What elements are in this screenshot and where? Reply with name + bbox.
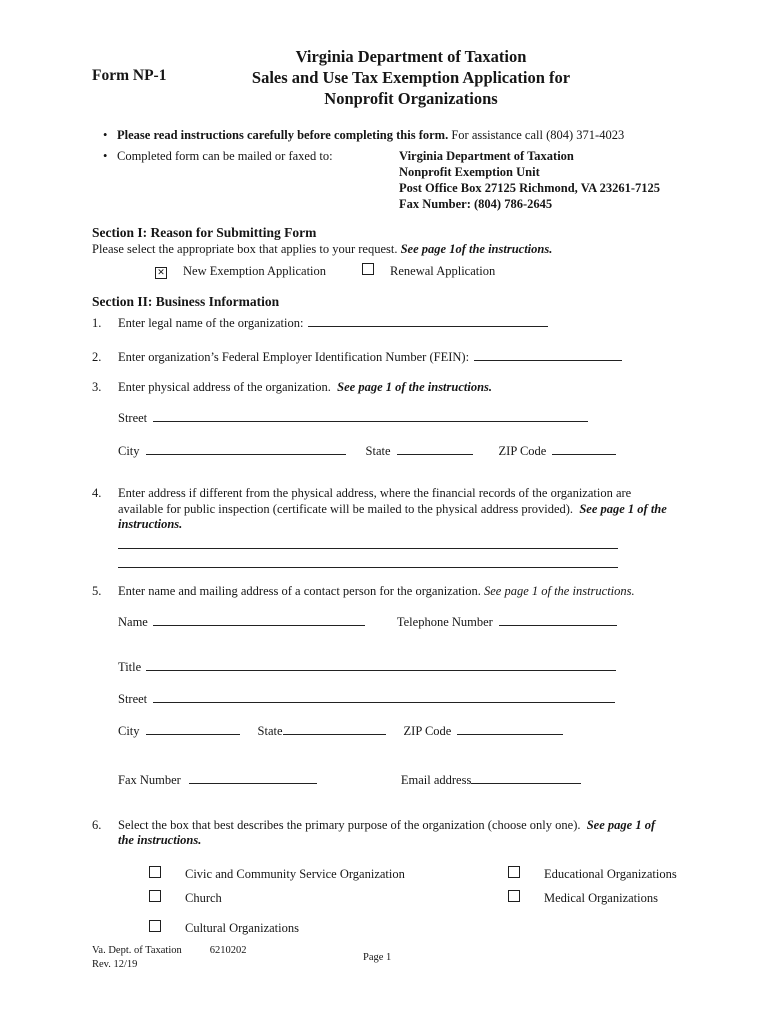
item-5-label-wrap (118, 583, 635, 599)
item-1-label: Enter legal name of the organization: (118, 316, 304, 330)
contact-name-row (92, 612, 678, 630)
email-field[interactable] (471, 770, 581, 784)
purpose-options (92, 866, 678, 936)
physical-street-row (92, 408, 678, 426)
address-line-1: Virginia Department of Taxation (399, 149, 574, 163)
fein-field[interactable] (474, 347, 622, 361)
street-label: Street (118, 411, 148, 425)
item-2-label: Enter organization’s Federal Employer Identification Number (FEIN): (118, 350, 470, 364)
footer-agency: Va. Dept. of Taxation (92, 945, 182, 956)
address-line-3: Post Office Box 27125 Richmond, VA 23261-7125 (399, 181, 660, 195)
records-address-line-1[interactable] (118, 548, 618, 549)
physical-state-field[interactable] (397, 441, 473, 455)
footer-page-number: Page 1 (363, 952, 392, 963)
telephone-label: Telephone Number (396, 614, 493, 629)
fax-label: Fax Number (118, 772, 181, 787)
name-label: Name (118, 614, 148, 629)
address-line-4: Fax Number: (804) 786-2645 (399, 197, 553, 211)
item-6-number: 6. (92, 817, 102, 832)
email-label: Email address (400, 772, 472, 787)
physical-zip-field[interactable] (552, 441, 616, 455)
church-label: Church (185, 890, 222, 905)
item-5-number: 5. (92, 583, 102, 598)
item-3-label: Enter physical address of the organization. (118, 380, 331, 394)
item-4-number: 4. (92, 486, 102, 500)
address-line-2: Nonprofit Exemption Unit (399, 165, 540, 179)
read-instructions-note: Please read instructions carefully before completing this form. (117, 128, 449, 142)
state-label: State (365, 444, 391, 458)
street-label: Street (118, 691, 148, 706)
section-2-heading: Section II: Business Information (92, 294, 280, 309)
assistance-phone-text: For assistance call (804) 371-4023 (451, 128, 625, 142)
section-1 (92, 224, 678, 279)
checkbox-civic[interactable] (149, 866, 161, 878)
civic-label: Civic and Community Service Organization (185, 866, 405, 881)
contact-title-row (92, 657, 678, 675)
instruction-bullets (92, 127, 678, 212)
purpose-options-left (149, 866, 508, 936)
purpose-option-row (149, 890, 508, 906)
item-4-label-wrap (118, 486, 670, 533)
form-title-line-1: Virginia Department of Taxation (295, 47, 527, 66)
contact-state-field[interactable] (283, 721, 386, 735)
bullet-icon: • (103, 128, 108, 142)
item-5-label: Enter name and mailing address of a contact person for the organization. (118, 583, 481, 598)
item-3-label-wrap (118, 379, 492, 395)
item-4 (92, 485, 678, 533)
bullet-icon: • (103, 149, 108, 163)
item-1-number: 1. (92, 316, 102, 330)
reason-options (92, 263, 678, 279)
section-1-intro (92, 241, 678, 257)
checkbox-cultural[interactable] (149, 920, 161, 932)
instruction-bullet-2 (92, 148, 678, 212)
purpose-options-right (508, 866, 677, 936)
footer-form-code: 6210202 (209, 945, 247, 956)
physical-street-field[interactable] (153, 408, 588, 422)
state-label: State (257, 723, 283, 738)
footer-revision: Rev. 12/19 (92, 959, 138, 970)
instruction-bullet-1 (92, 127, 678, 143)
contact-fax-row (92, 770, 678, 788)
item-3 (92, 379, 678, 395)
telephone-field[interactable] (499, 612, 617, 626)
item-6 (92, 817, 678, 849)
purpose-option-row (149, 866, 508, 882)
see-instructions-note: See page 1 of the instructions. (337, 380, 493, 394)
footer-line-1 (92, 944, 247, 958)
physical-city-field[interactable] (146, 441, 346, 455)
item-3-number: 3. (92, 380, 102, 394)
item-4-label: Enter address if different from the physical address, where the financial records of the organization are available for public inspection (certificate will be mailed to the physical address provided). (118, 486, 632, 516)
contact-title-field[interactable] (146, 657, 616, 671)
item-1 (92, 313, 678, 331)
purpose-option-row (149, 920, 508, 936)
contact-zip-field[interactable] (457, 721, 563, 735)
checkbox-mark: ✕ (157, 268, 165, 278)
mail-fax-label: Completed form can be mailed or faxed to: (117, 149, 333, 163)
section-2 (92, 293, 678, 936)
form-title-line-3: Nonprofit Organizations (324, 89, 498, 108)
see-instructions-note: See page 1 of the instructions. (118, 817, 656, 847)
legal-name-field[interactable] (308, 313, 548, 327)
contact-name-field[interactable] (153, 612, 365, 626)
purpose-option-row (508, 890, 677, 906)
item-2 (92, 347, 678, 365)
records-address-line-2[interactable] (118, 567, 618, 568)
form-title-line-2: Sales and Use Tax Exemption Application for (251, 68, 571, 87)
form-number: Form NP-1 (92, 67, 167, 84)
zip-label: ZIP Code (498, 444, 547, 458)
form-header (92, 46, 678, 109)
zip-label: ZIP Code (403, 723, 452, 738)
cultural-label: Cultural Organizations (185, 920, 299, 935)
see-instructions-note: See page 1 of the instructions. (118, 501, 667, 531)
physical-city-row (92, 441, 678, 459)
section-1-heading: Section I: Reason for Submitting Form (92, 225, 317, 240)
item-6-label: Select the box that best describes the primary purpose of the organization (choose only one). (118, 817, 581, 832)
contact-street-field[interactable] (153, 689, 615, 703)
checkbox-new-exemption[interactable] (155, 267, 167, 279)
purpose-option-row (508, 866, 677, 882)
item-6-label-wrap (118, 818, 670, 849)
city-label: City (118, 444, 140, 458)
new-exemption-label: New Exemption Application (183, 264, 327, 278)
renewal-label: Renewal Application (390, 264, 496, 278)
city-label: City (118, 723, 140, 738)
footer (92, 944, 247, 972)
medical-label: Medical Organizations (544, 890, 658, 905)
mailing-address (399, 148, 660, 212)
educational-label: Educational Organizations (544, 866, 677, 881)
checkbox-medical[interactable] (508, 890, 520, 902)
section-1-intro-text: Please select the appropriate box that applies to your request. (92, 242, 398, 256)
title-label: Title (118, 659, 142, 674)
checkbox-church[interactable] (149, 890, 161, 902)
contact-city-row (92, 721, 678, 739)
fax-field[interactable] (189, 770, 317, 784)
contact-street-row (92, 689, 678, 707)
instruction-text-1 (117, 127, 624, 143)
checkbox-renewal[interactable] (362, 263, 374, 275)
item-2-number: 2. (92, 350, 102, 364)
contact-city-field[interactable] (146, 721, 240, 735)
see-instructions-note: See page 1of the instructions. (400, 242, 553, 256)
see-instructions-note: See page 1 of the instructions. (483, 583, 635, 598)
checkbox-educational[interactable] (508, 866, 520, 878)
item-5 (92, 583, 678, 599)
